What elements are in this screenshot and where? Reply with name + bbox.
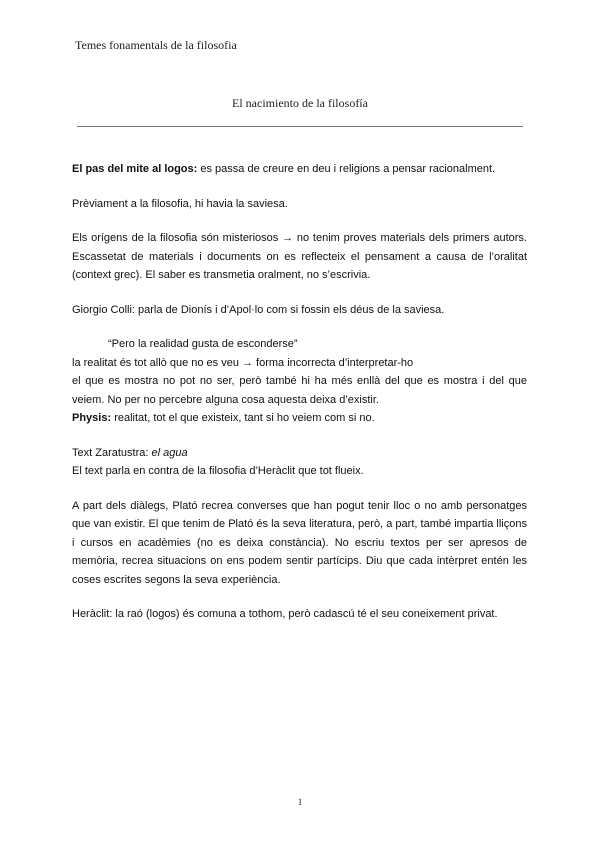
realitat-line: la realitat és tot allò que no es veu → forma incorrecta d’interpretar-ho (72, 356, 414, 369)
zaratustra-label: Text Zaratustra: (72, 446, 152, 459)
mostra-line: el que es mostra no pot no ser, però també hi ha més enllà del que es mostra i del que veiem. No per no percebre alguna cosa aquesta deixa d’existir. (72, 375, 527, 406)
paragraph-zaratustra (72, 444, 527, 481)
paragraph-origens: Els orígens de la filosofia són misteriosos → no tenim proves materials dels primers autors. Escassetat de materials i documents on es reflecteix el pensament a causa de l’oralitat (context grec). El saber es transmetia oralment, no s’escrivia. (72, 232, 527, 281)
heraclit-text-line: El text parla en contra de la filosofia d’Heràclit que tot flueix. (72, 465, 364, 477)
paragraph-heraclit-logos: Heràclit: la raó (logos) és comuna a tothom, però cadascú té el seu coneixement privat. (72, 608, 498, 620)
text-physis: realitat, tot el que existeix, tant si ho veiem com si no. (111, 412, 375, 424)
paragraph-saviesa: Prèviament a la filosofia, hi havia la saviesa. (72, 197, 288, 210)
text-mite-logos: es passa de creure en deu i religions a pensar racionalment. (197, 163, 496, 175)
term-physis: Physis: (72, 412, 112, 424)
zaratustra-title: el agua (151, 446, 188, 459)
document-title: El nacimiento de la filosofía (232, 96, 368, 110)
page-header: Temes fonamentals de la filosofia (75, 38, 237, 52)
page-number: 1 (297, 797, 303, 807)
term-mite-logos: El pas del mite al logos: (72, 163, 198, 175)
paragraph-colli: Giorgio Colli: parla de Dionís i d’Apol·lo com si fossin els déus de la saviesa. (72, 303, 445, 316)
paragraph-realitat (72, 335, 527, 428)
paragraph-plato: A part dels diàlegs, Plató recrea converses que han pogut tenir lloc o no amb personatges que van existir. El que tenim de Plató és la seva literatura, però, a part, també impartia lliçons i cursos en acadèmies (no es deixa constància). No escriu textos per ser apresos de memòria, recrea situacions on ens podem sentir partícips. Diu que cada intèrpret entén les coses escrites segons la seva experiència. (72, 499, 527, 586)
quote-line: “Pero la realidad gusta de esconderse” (108, 338, 298, 350)
paragraph-mite-logos (72, 160, 527, 179)
document-body (72, 160, 527, 640)
title-divider (77, 126, 523, 127)
